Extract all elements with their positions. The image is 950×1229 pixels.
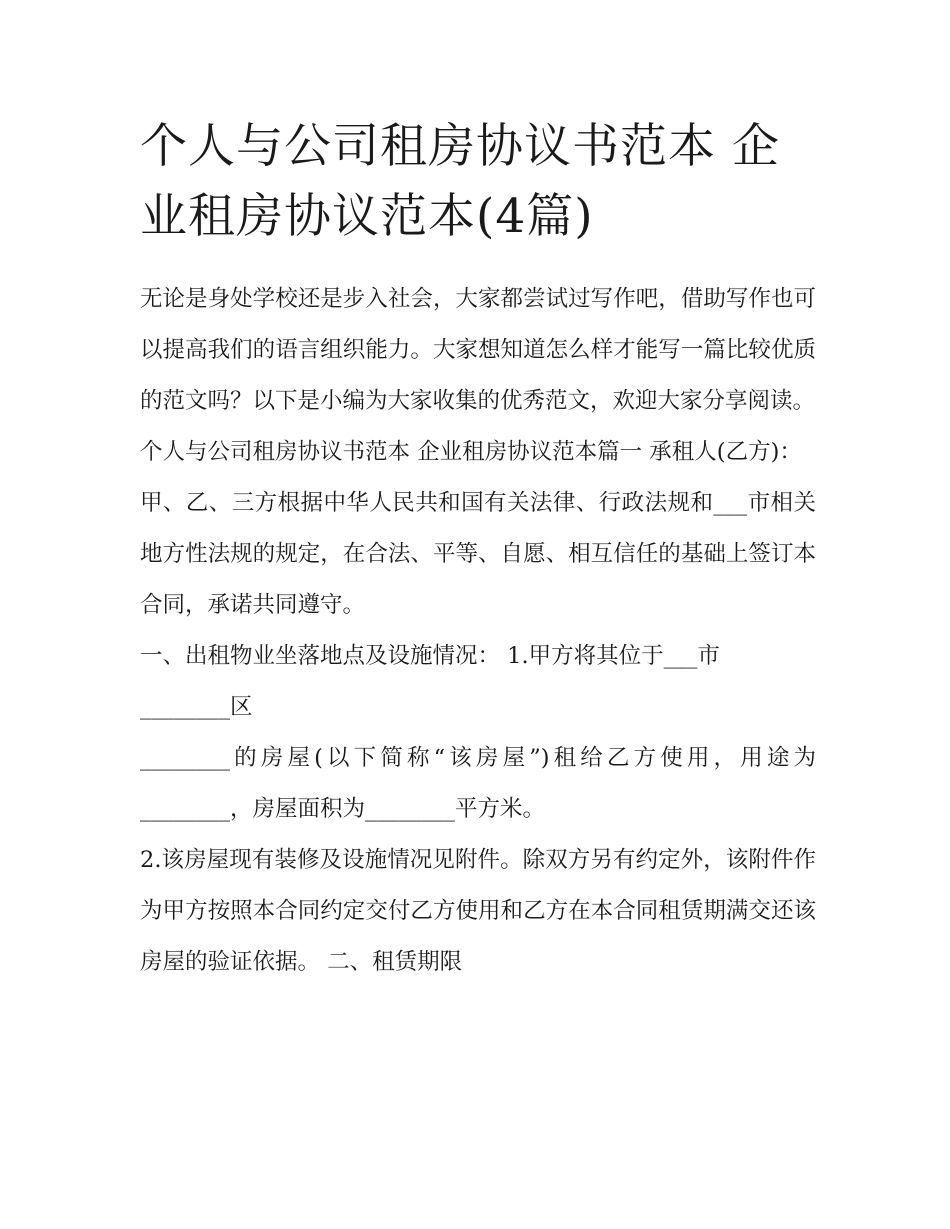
intro-paragraph: 无论是身处学校还是步入社会，大家都尝试过写作吧，借助写作也可以提高我们的语言组织能力。大家想知道怎么样才能写一篇比较优质的范文吗？以下是小编为大家收集的优秀范文，欢迎大家分享阅读。 bbox=[140, 286, 816, 414]
section-heading-paragraph: 个人与公司租房协议书范本 企业租房协议范本篇一 承租人(乙方)： bbox=[140, 439, 802, 465]
clause-two-paragraph: 2.该房屋现有装修及设施情况见附件。除双方另有约定外，该附件作为甲方按照本合同约定交付乙方使用和乙方在本合同租赁期满交还该房屋的验证依据。 二、租赁期限 bbox=[140, 847, 816, 975]
property-usage-paragraph: ________的房屋(以下简称“该房屋”)租给乙方使用，用途为________，房屋面积为________平方米。 bbox=[140, 745, 816, 822]
document-page bbox=[140, 112, 816, 988]
clause-one-paragraph: 一、出租物业坐落地点及设施情况： 1.甲方将其位于___市 bbox=[140, 643, 720, 669]
contract-preamble-paragraph: 甲、乙、三方根据中华人民共和国有关法律、行政法规和___市相关地方性法规的规定，在合法、平等、自愿、相互信任的基础上签订本合同，承诺共同遵守。 bbox=[140, 490, 816, 618]
document-title: 个人与公司租房协议书范本 企业租房协议范本(4篇) bbox=[140, 119, 780, 244]
district-blank-line: ________区 bbox=[140, 694, 253, 720]
document-body bbox=[140, 274, 816, 988]
